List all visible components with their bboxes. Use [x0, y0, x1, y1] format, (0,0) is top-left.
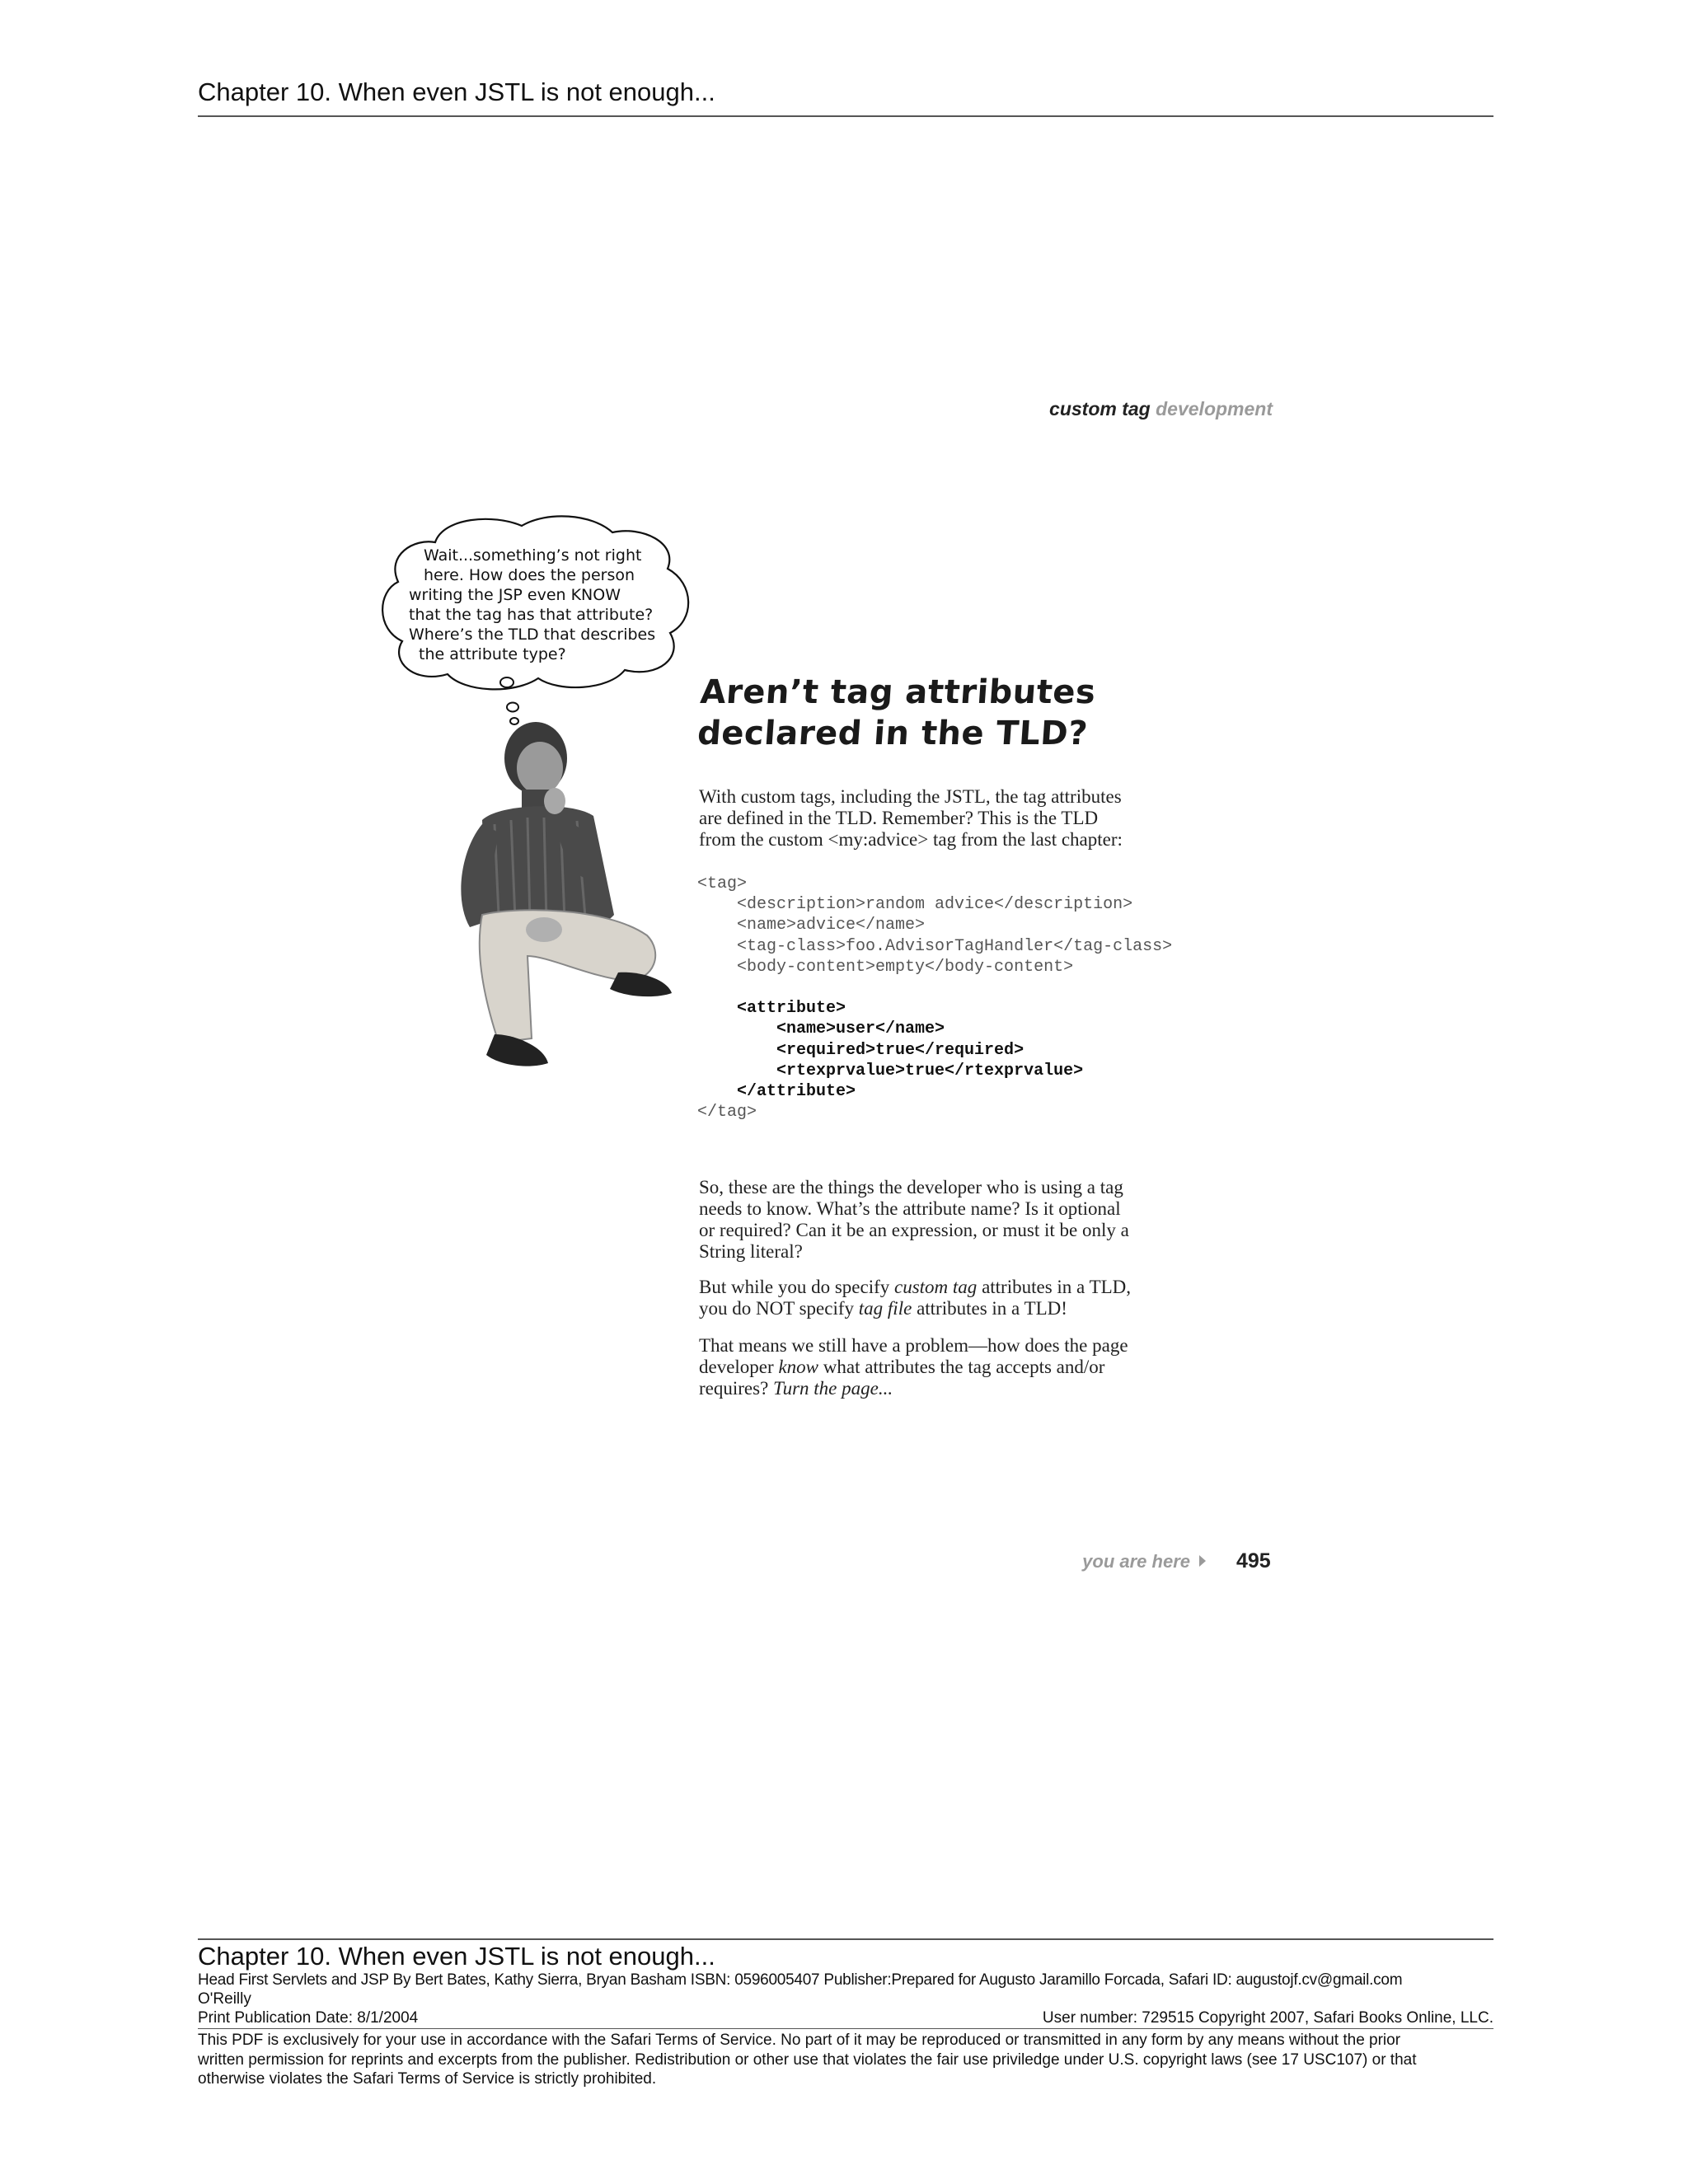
text-run: requires? — [699, 1378, 774, 1399]
text-run-italic: know — [778, 1357, 818, 1377]
text-line: from the custom <my:advice> tag from the last chapter: — [699, 829, 1123, 850]
heading-line: declared in the TLD? — [696, 715, 1090, 752]
text-run-italic: Turn the page... — [773, 1378, 893, 1399]
running-head-bold: custom tag — [1049, 398, 1151, 419]
bubble-line: here. How does the person — [424, 566, 635, 584]
tld-code-block — [697, 874, 1225, 1122]
bubble-line: writing the JSP even KNOW — [409, 586, 621, 604]
legal-line: otherwise violates the Safari Terms of Service is strictly prohibited. — [198, 2070, 657, 2088]
text-line — [699, 1277, 1210, 1298]
text-run: you do NOT specify — [699, 1298, 859, 1319]
folio-arrow-icon — [1199, 1555, 1206, 1567]
folio-label: you are here — [1082, 1551, 1190, 1572]
text-line — [699, 1357, 1210, 1378]
footer-chapter-title: Chapter 10. When even JSTL is not enough... — [198, 1942, 715, 1971]
running-head — [824, 398, 1273, 420]
footer-legal-notice — [198, 2031, 1493, 2089]
text-run-italic: custom tag — [894, 1277, 978, 1297]
footer-rule — [198, 1938, 1493, 1940]
code-line: <tag> — [697, 874, 748, 893]
code-line: <body-content>empty</body-content> — [697, 957, 1074, 977]
text-run-italic: tag file — [858, 1298, 912, 1319]
intro-paragraph — [699, 786, 1210, 851]
code-line: <required>true</required> — [697, 1040, 1025, 1060]
code-line: <attribute> — [697, 999, 846, 1019]
footer-rule-secondary — [198, 2028, 1493, 2029]
bubble-line: that the tag has that attribute? — [409, 606, 654, 624]
code-line: <tag-class>foo.AdvisorTagHandler</tag-class> — [697, 936, 1173, 956]
legal-line: This PDF is exclusively for your use in accordance with the Safari Terms of Service. No part of it may be reproduced or transmitted in any form by any means without the prior — [198, 2032, 1401, 2049]
header-rule — [198, 115, 1493, 117]
bubble-line: Where’s the TLD that describes — [409, 626, 656, 644]
code-line: </attribute> — [697, 1081, 856, 1101]
text-run: But while you do specify — [699, 1277, 894, 1297]
thought-bubble-text — [401, 546, 673, 664]
code-line: </tag> — [697, 1103, 757, 1122]
text-line: So, these are the things the developer who is using a tag — [699, 1177, 1123, 1197]
paragraph-developer-needs — [699, 1177, 1210, 1263]
bubble-line: the attribute type? — [419, 645, 566, 663]
footer-publisher: O'Reilly — [198, 1990, 251, 2008]
bubble-line: Wait...something’s not right — [424, 546, 642, 565]
paragraph-still-a-problem — [699, 1335, 1210, 1399]
code-line: <description>random advice</description> — [697, 895, 1133, 915]
text-line: String literal? — [699, 1241, 803, 1262]
text-run: attributes in a TLD! — [912, 1298, 1067, 1319]
code-blank-line — [697, 977, 1225, 998]
legal-line: written permission for reprints and excerpts from the publisher. Redistribution or other use that violates the fair use priviledge under U.S. copyright laws (see 17 USC107) or that — [198, 2050, 1417, 2069]
section-heading — [696, 672, 1164, 754]
footer-user-number: User number: 729515 Copyright 2007, Safari Books Online, LLC. — [1042, 2009, 1493, 2027]
running-head-gray: development — [1156, 398, 1273, 419]
code-line: <name>user</name> — [697, 1019, 945, 1039]
text-run: developer — [699, 1357, 779, 1377]
text-line: That means we still have a problem—how does the page — [699, 1335, 1128, 1356]
footer-print-date: Print Publication Date: 8/1/2004 — [198, 2009, 419, 2027]
heading-line: Aren’t tag attributes — [699, 673, 1097, 711]
paragraph-tag-file-attributes — [699, 1277, 1210, 1319]
text-line: are defined in the TLD. Remember? This is the TLD — [699, 808, 1099, 828]
text-line: needs to know. What’s the attribute name? Is it optional — [699, 1198, 1121, 1219]
text-line: With custom tags, including the JSTL, the tag attributes — [699, 786, 1122, 807]
text-run: attributes in a TLD, — [977, 1277, 1132, 1297]
page-number: 495 — [1236, 1549, 1271, 1572]
code-line: <name>advice</name> — [697, 916, 926, 935]
text-line: or required? Can it be an expression, or must it be only a — [699, 1220, 1129, 1240]
text-line — [699, 1298, 1210, 1319]
text-run: what attributes the tag accepts and/or — [818, 1357, 1105, 1377]
text-line — [699, 1378, 1210, 1399]
code-line: <rtexprvalue>true</rtexprvalue> — [697, 1061, 1084, 1080]
footer-book-info: Head First Servlets and JSP By Bert Bates, Kathy Sierra, Bryan Basham ISBN: 0596005407 Publisher:Prepared for Augusto Jaramillo Forcada, Safari ID: augustojf.cv@gmail.com — [198, 1971, 1403, 1989]
chapter-header: Chapter 10. When even JSTL is not enough... — [198, 77, 715, 106]
thinking-person-icon — [449, 709, 684, 1092]
